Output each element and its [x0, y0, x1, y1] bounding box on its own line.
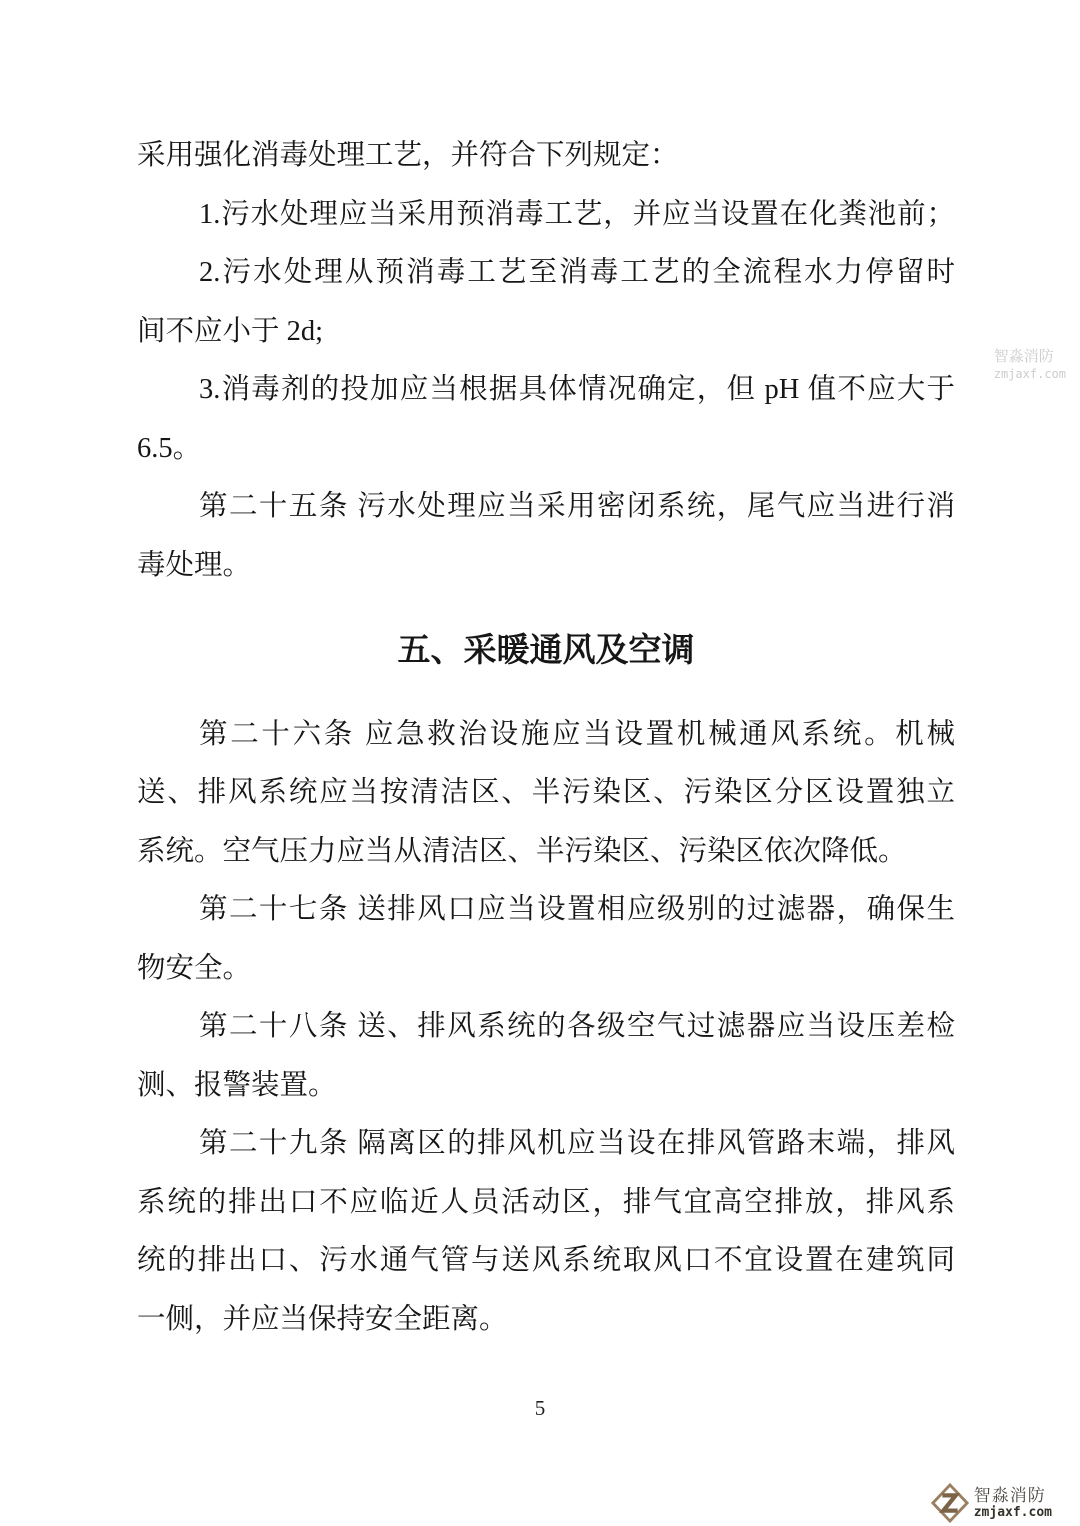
- text-line: 3.消毒剂的投加应当根据具体情况确定，但 pH 值不应大于: [199, 374, 955, 405]
- text-line: 1.污水处理应当采用预消毒工艺，并应当设置在化粪池前；: [199, 198, 955, 230]
- text-line: 一侧，并应当保持安全距离。: [137, 1303, 508, 1335]
- section-heading: 五、采暖通风及空调: [397, 631, 695, 668]
- text-line: 第二十六条 应急救治设施应当设置机械通风系统。机械: [199, 718, 955, 750]
- text-line: 统的排出口、污水通气管与送风系统取风口不宜设置在建筑同: [137, 1245, 955, 1276]
- text-line: 送、排风系统应当按清洁区、半污染区、污染区分区设置独立: [137, 777, 955, 808]
- text-line: 测、报警装置。: [137, 1069, 337, 1101]
- text-line: 第二十八条 送、排风系统的各级空气过滤器应当设压差检: [199, 1011, 955, 1042]
- text-line: 第二十九条 隔离区的排风机应当设在排风管路末端，排风: [199, 1128, 955, 1159]
- document-body: [137, 127, 955, 1349]
- brand-footer: [931, 1483, 1052, 1523]
- watermark: [994, 348, 1066, 382]
- text-line: 采用强化消毒处理工艺，并符合下列规定：: [137, 140, 679, 171]
- brand-name-text: 智淼消防: [973, 1486, 1046, 1505]
- zmjaxf-logo-icon: [931, 1483, 969, 1523]
- watermark-site-text: zmjaxf.com: [993, 366, 1066, 381]
- text-line: 第二十五条 污水处理应当采用密闭系统，尾气应当进行消: [199, 491, 955, 522]
- text-line: 物安全。: [137, 952, 252, 984]
- brand-text-block: [974, 1486, 1052, 1520]
- text-line: 毒处理。: [137, 549, 252, 581]
- watermark-brand-text: 智淼消防: [993, 348, 1054, 365]
- text-line: 间不应小于 2d;: [137, 315, 324, 347]
- brand-site-text: zmjaxf.com: [973, 1505, 1052, 1520]
- page-number: 5: [534, 1396, 546, 1420]
- text-line: 第二十七条 送排风口应当设置相应级别的过滤器，确保生: [199, 894, 955, 925]
- text-line: 系统的排出口不应临近人员活动区，排气宜高空排放，排风系: [137, 1186, 955, 1218]
- text-line: 系统。空气压力应当从清洁区、半污染区、污染区依次降低。: [137, 835, 907, 867]
- text-line: 6.5。: [137, 432, 202, 464]
- text-line: 2.污水处理从预消毒工艺至消毒工艺的全流程水力停留时: [199, 257, 955, 288]
